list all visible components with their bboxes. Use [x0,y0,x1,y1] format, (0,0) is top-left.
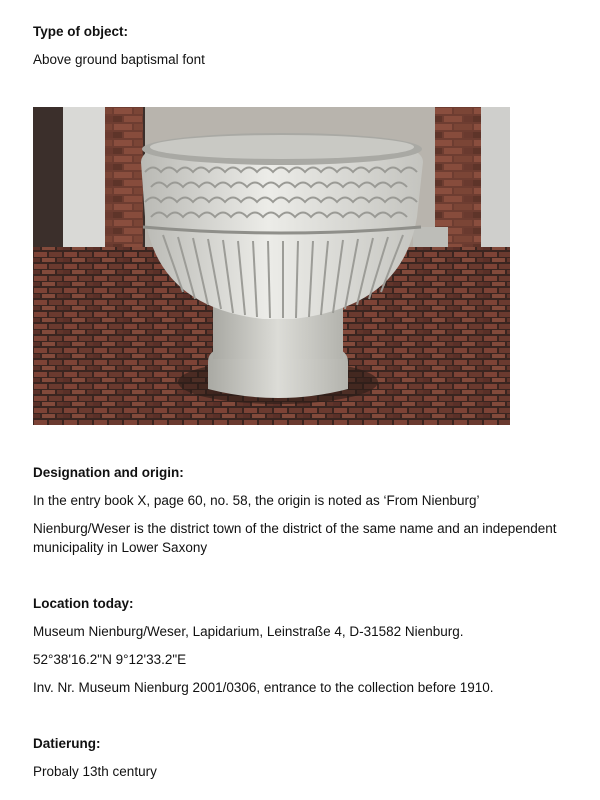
designation-entry: In the entry book X, page 60, no. 58, the origin is noted as ‘From Nienburg’ [33,493,480,508]
location-heading: Location today: [33,596,134,611]
object-type-heading: Type of object: [33,24,129,39]
location-inventory: Inv. Nr. Museum Nienburg 2001/0306, entrance to the collection before 1910. [33,680,494,695]
location-address: Museum Nienburg/Weser, Lapidarium, Leinstraße 4, D-31582 Nienburg. [33,624,464,639]
dating-heading: Datierung: [33,736,101,751]
object-type-value: Above ground baptismal font [33,52,205,67]
designation-description: Nienburg/Weser is the district town of the district of the same name and an independent municipality in Lower Saxony [33,521,557,555]
dating-value: Probaly 13th century [33,764,157,779]
location-coordinates: 52°38'16.2"N 9°12'33.2"E [33,652,187,667]
baptismal-font-photo [33,107,510,425]
designation-heading: Designation and origin: [33,465,184,480]
